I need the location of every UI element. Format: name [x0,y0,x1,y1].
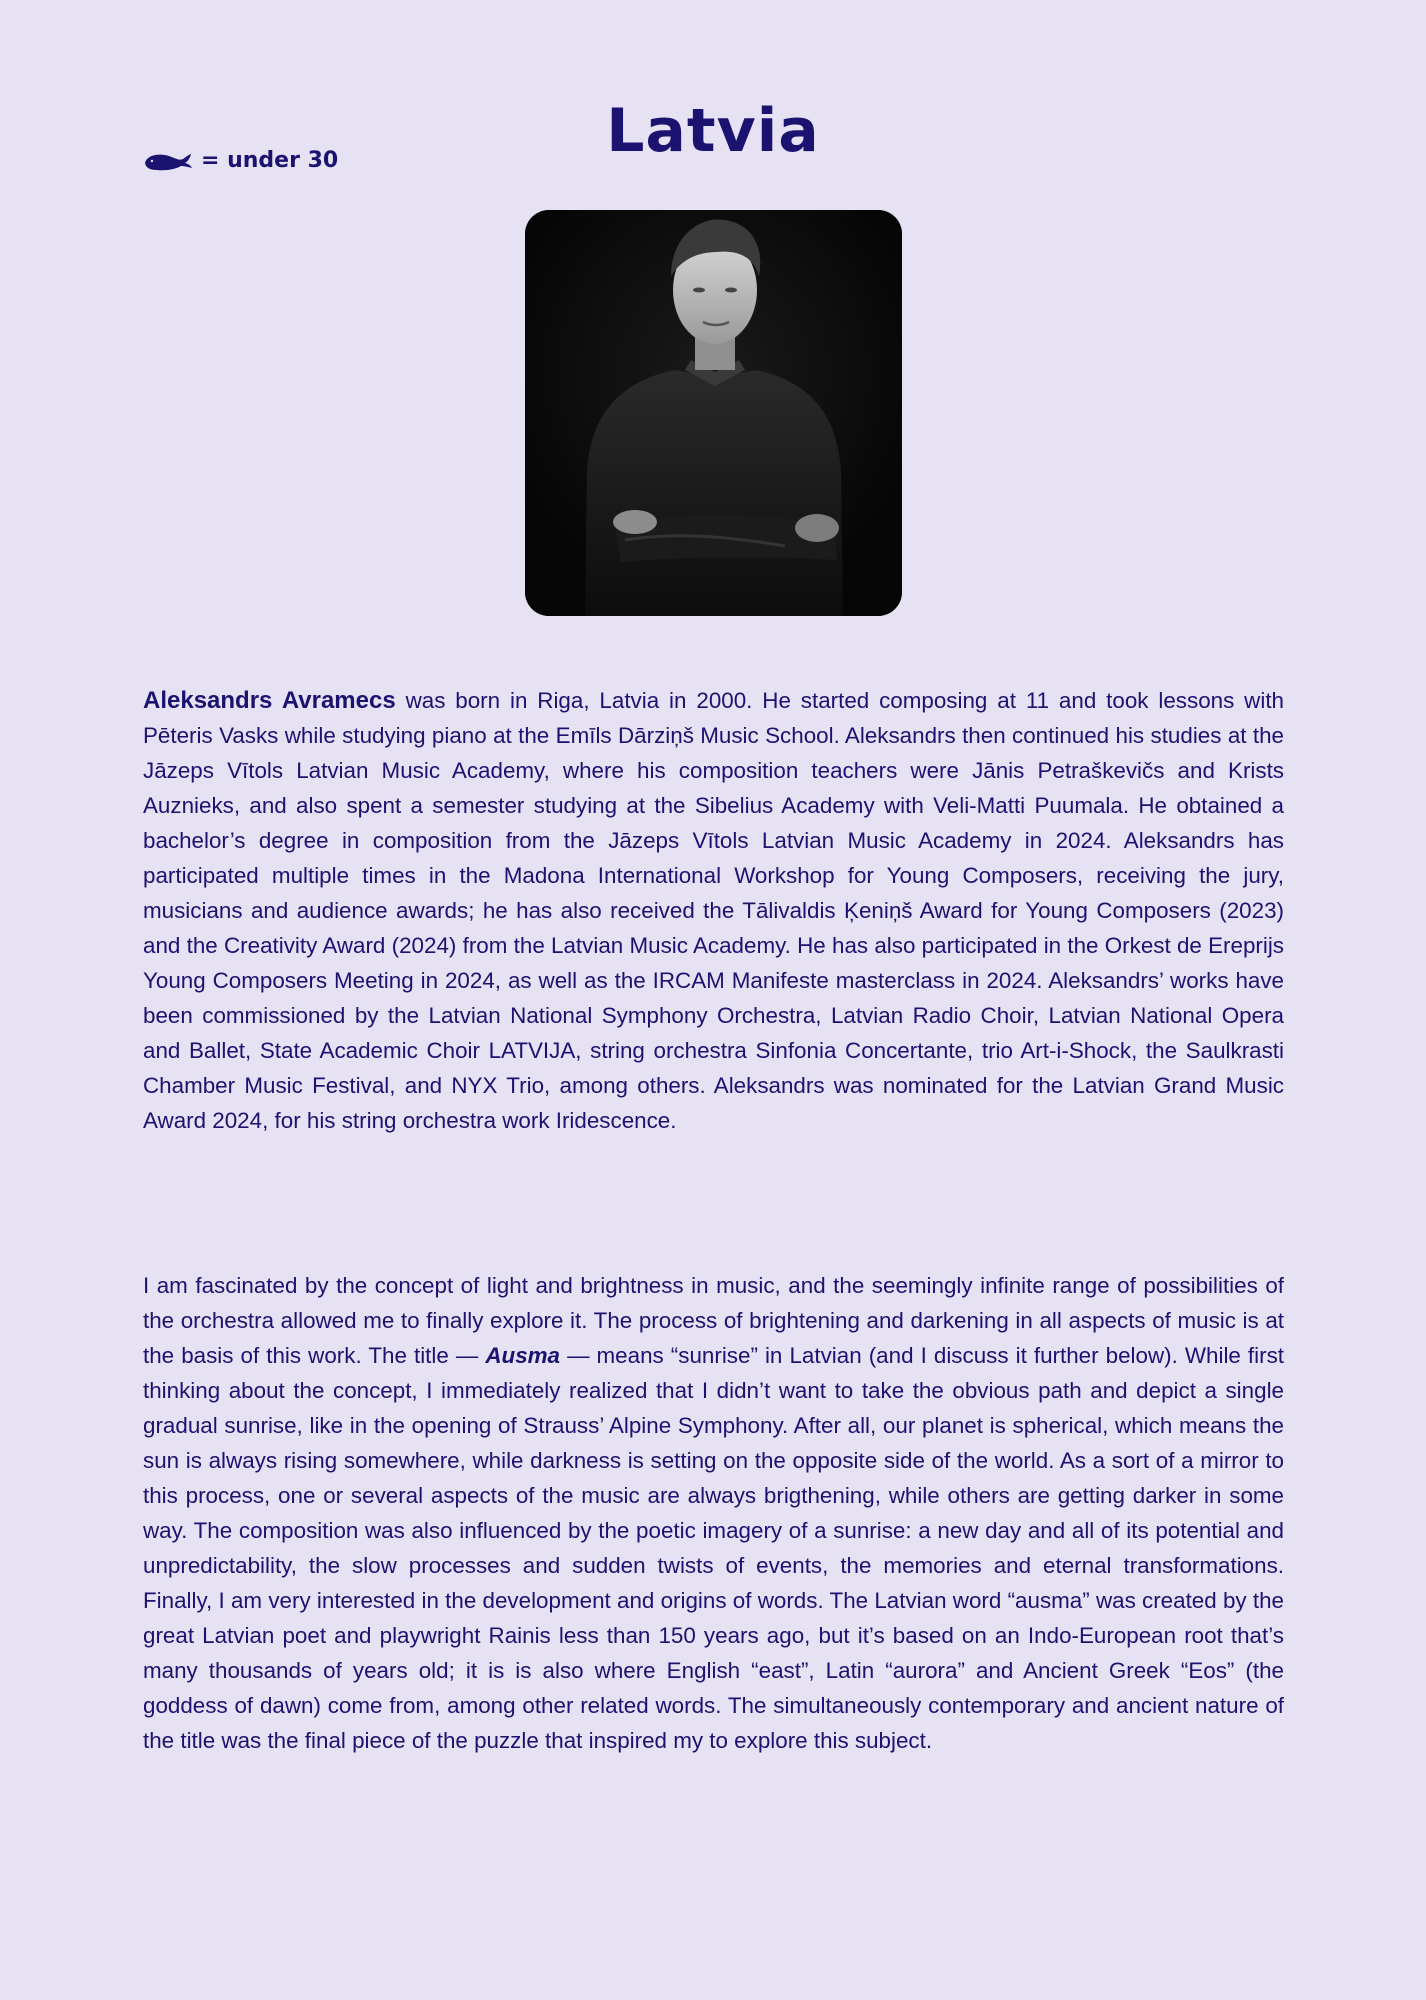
composer-portrait [525,210,902,616]
composer-bio [143,683,1284,1138]
legend-text: = under 30 [201,148,339,173]
composer-name: Aleksandrs Avramecs [143,687,396,714]
work-title: Ausma [485,1343,561,1368]
program-note-part2: — means “sunrise” in Latvian (and I discuss it further below). While first thinking about the concept, I immediately realized that I didn’t want to take the obvious path and depict a single gradual sunrise, like in the opening of Strauss’ Alpine Symphony. After all, our planet is spherical, which means the sun is always rising somewhere, while darkness is setting on the opposite side of the world. As a sort of a mirror to this process, one or several aspects of the music are always brigthening, while others are getting darker in some way. The composition was also influenced by the poetic imagery of a sunrise: a new day and all of its potential and unpredictability, the slow processes and sudden twists of events, the memories and eternal transformations. Finally, I am very interested in the development and origins of words. The Latvian word “ausma” was created by the great Latvian poet and playwright Rainis less than 150 years ago, but it’s based on an Indo-European root that’s many thousands of years old; it is is also where English “east”, Latin “aurora” and Ancient Greek “Eos” (the goddess of dawn) come from, among other related words. The simultaneously contemporary and ancient nature of the title was the final piece of the puzzle that inspired my to explore this subject. [143,1343,1284,1753]
program-note-part1: I am fascinated by the concept of light and brightness in music, and the seemingly infinite range of possibilities of the orchestra allowed me to finally explore it. The process of brightening and darkening in all aspects of music is at the basis of this work. The title — [143,1273,1284,1368]
bio-text: was born in Riga, Latvia in 2000. He started composing at 11 and took lessons with Pēteris Vasks while studying piano at the Emīls Dārziņš Music School. Aleksandrs then continued his studies at the Jāzeps Vītols Latvian Music Academy, where his composition teachers were Jānis Petraškevičs and Krists Auznieks, and also spent a semester studying at the Sibelius Academy with Veli-Matti Puumala. He obtained a bachelor’s degree in composition from the Jāzeps Vītols Latvian Music Academy in 2024. Aleksandrs has participated multiple times in the Madona International Workshop for Young Composers, receiving the jury, musicians and audience awards; he has also received the Tālivaldis Ķeniņš Award for Young Composers (2023) and the Creativity Award (2024) from the Latvian Music Academy. He has also participated in the Orkest de Ereprijs Young Composers Meeting in 2024, as well as the IRCAM Manifeste masterclass in 2024. Aleksandrs’ works have been commissioned by the Latvian National Symphony Orchestra, Latvian Radio Choir, Latvian National Opera and Ballet, State Academic Choir LATVIJA, string orchestra Sinfonia Concertante, trio Art-i-Shock, the Saulkrasti Chamber Music Festival, and NYX Trio, among others. Aleksandrs was nominated for the Latvian Grand Music Award 2024, for his string orchestra work Iridescence. [143,688,1284,1133]
portrait-image [525,210,902,616]
page-title: Latvia [606,96,820,166]
program-note [143,1268,1284,1758]
